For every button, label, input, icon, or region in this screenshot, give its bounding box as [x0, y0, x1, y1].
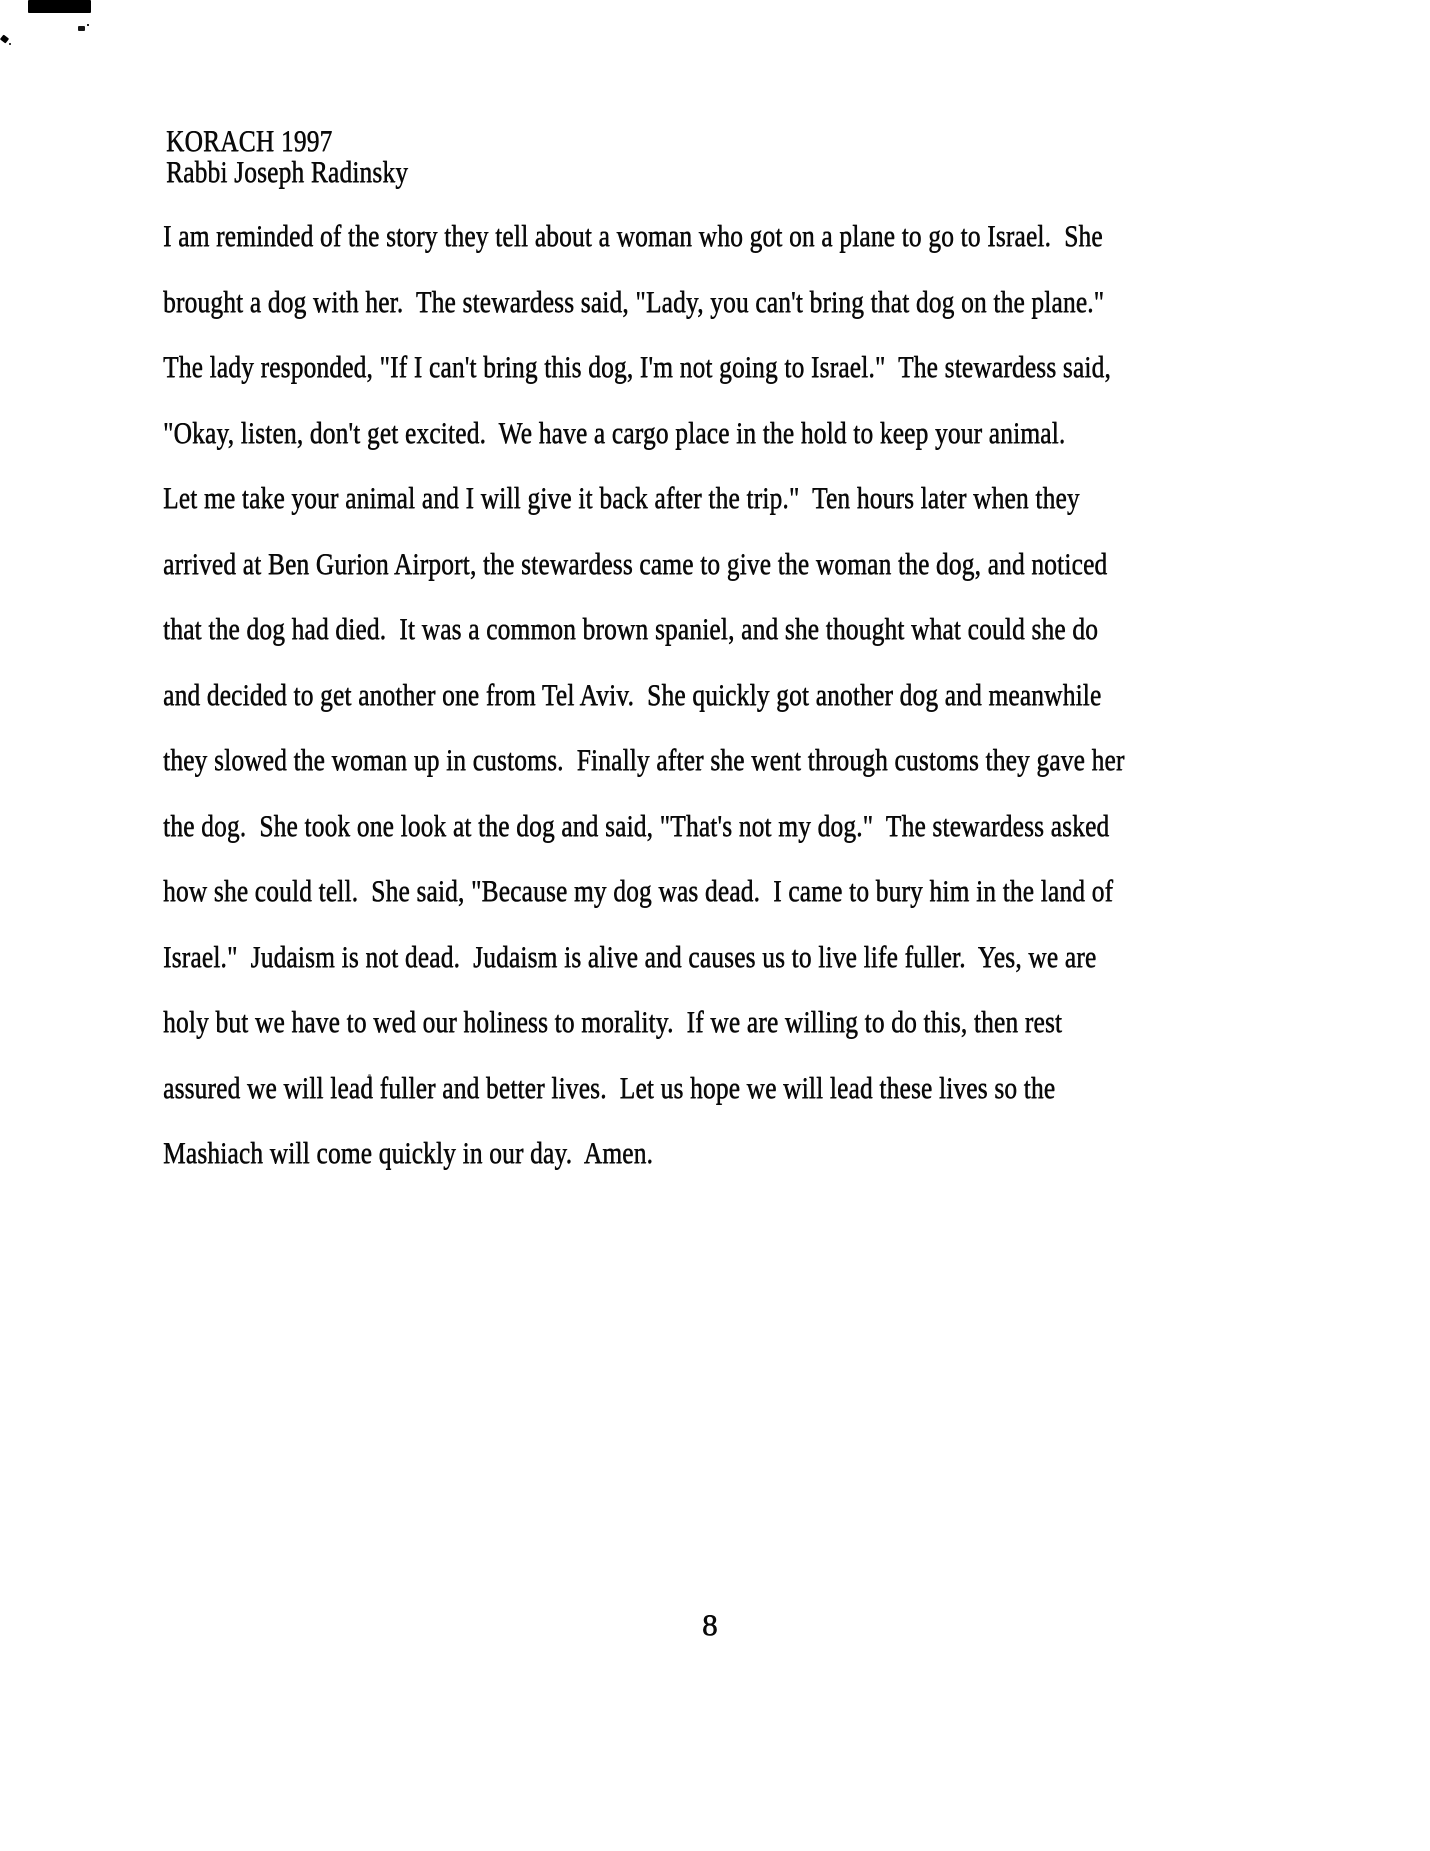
document-author: Rabbi Joseph Radinsky [166, 154, 409, 189]
body-line: they slowed the woman up in customs. Finally after she went through customs they gave her [163, 742, 1125, 777]
body-line: "Okay, listen, don't get excited. We have a cargo place in the hold to keep your animal. [163, 414, 1066, 450]
body-line: arrived at Ben Gurion Airport, the stewardess came to give the woman the dog, and noticed [163, 545, 1108, 581]
body-line: assured we will lead fuller and better lives. Let us hope we will lead these lives so the [163, 1069, 1056, 1105]
scan-artifact-speck [87, 24, 89, 26]
body-line: holy but we have to wed our holiness to morality. If we are willing to do this, then rest [163, 1004, 1063, 1039]
body-line: Let me take your animal and I will give it back after the trip." Ten hours later when they [163, 480, 1080, 515]
scan-artifact-corner-bar [28, 0, 91, 13]
body-line: the dog. She took one look at the dog and said, "That's not my dog." The stewardess asked [163, 807, 1110, 843]
body-line: brought a dog with her. The stewardess said, "Lady, you can't bring that dog on the plane." [163, 283, 1105, 319]
body-line: I am reminded of the story they tell about a woman who got on a plane to go to Israel. She [163, 218, 1103, 253]
document-title: KORACH 1997 [166, 123, 333, 158]
body-line: that the dog had died. It was a common brown spaniel, and she thought what could she do [163, 611, 1099, 646]
body-line: The lady responded, "If I can't bring this dog, I'm not going to Israel." The stewardess said, [163, 349, 1111, 384]
body-line: how she could tell. She said, "Because my dog was dead. I came to bury him in the land of [163, 873, 1114, 908]
scan-artifact-speck [78, 26, 85, 31]
body-line: Mashiach will come quickly in our day. Amen. [163, 1135, 654, 1170]
scan-artifact-speck [9, 43, 11, 45]
page-number: 8 [702, 1607, 718, 1642]
body-line: and decided to get another one from Tel Aviv. She quickly got another dog and meanwhile [163, 676, 1102, 712]
scan-artifact-speck [0, 34, 9, 43]
body-line: Israel." Judaism is not dead. Judaism is alive and causes us to live life fuller. Yes, we are [163, 938, 1097, 974]
